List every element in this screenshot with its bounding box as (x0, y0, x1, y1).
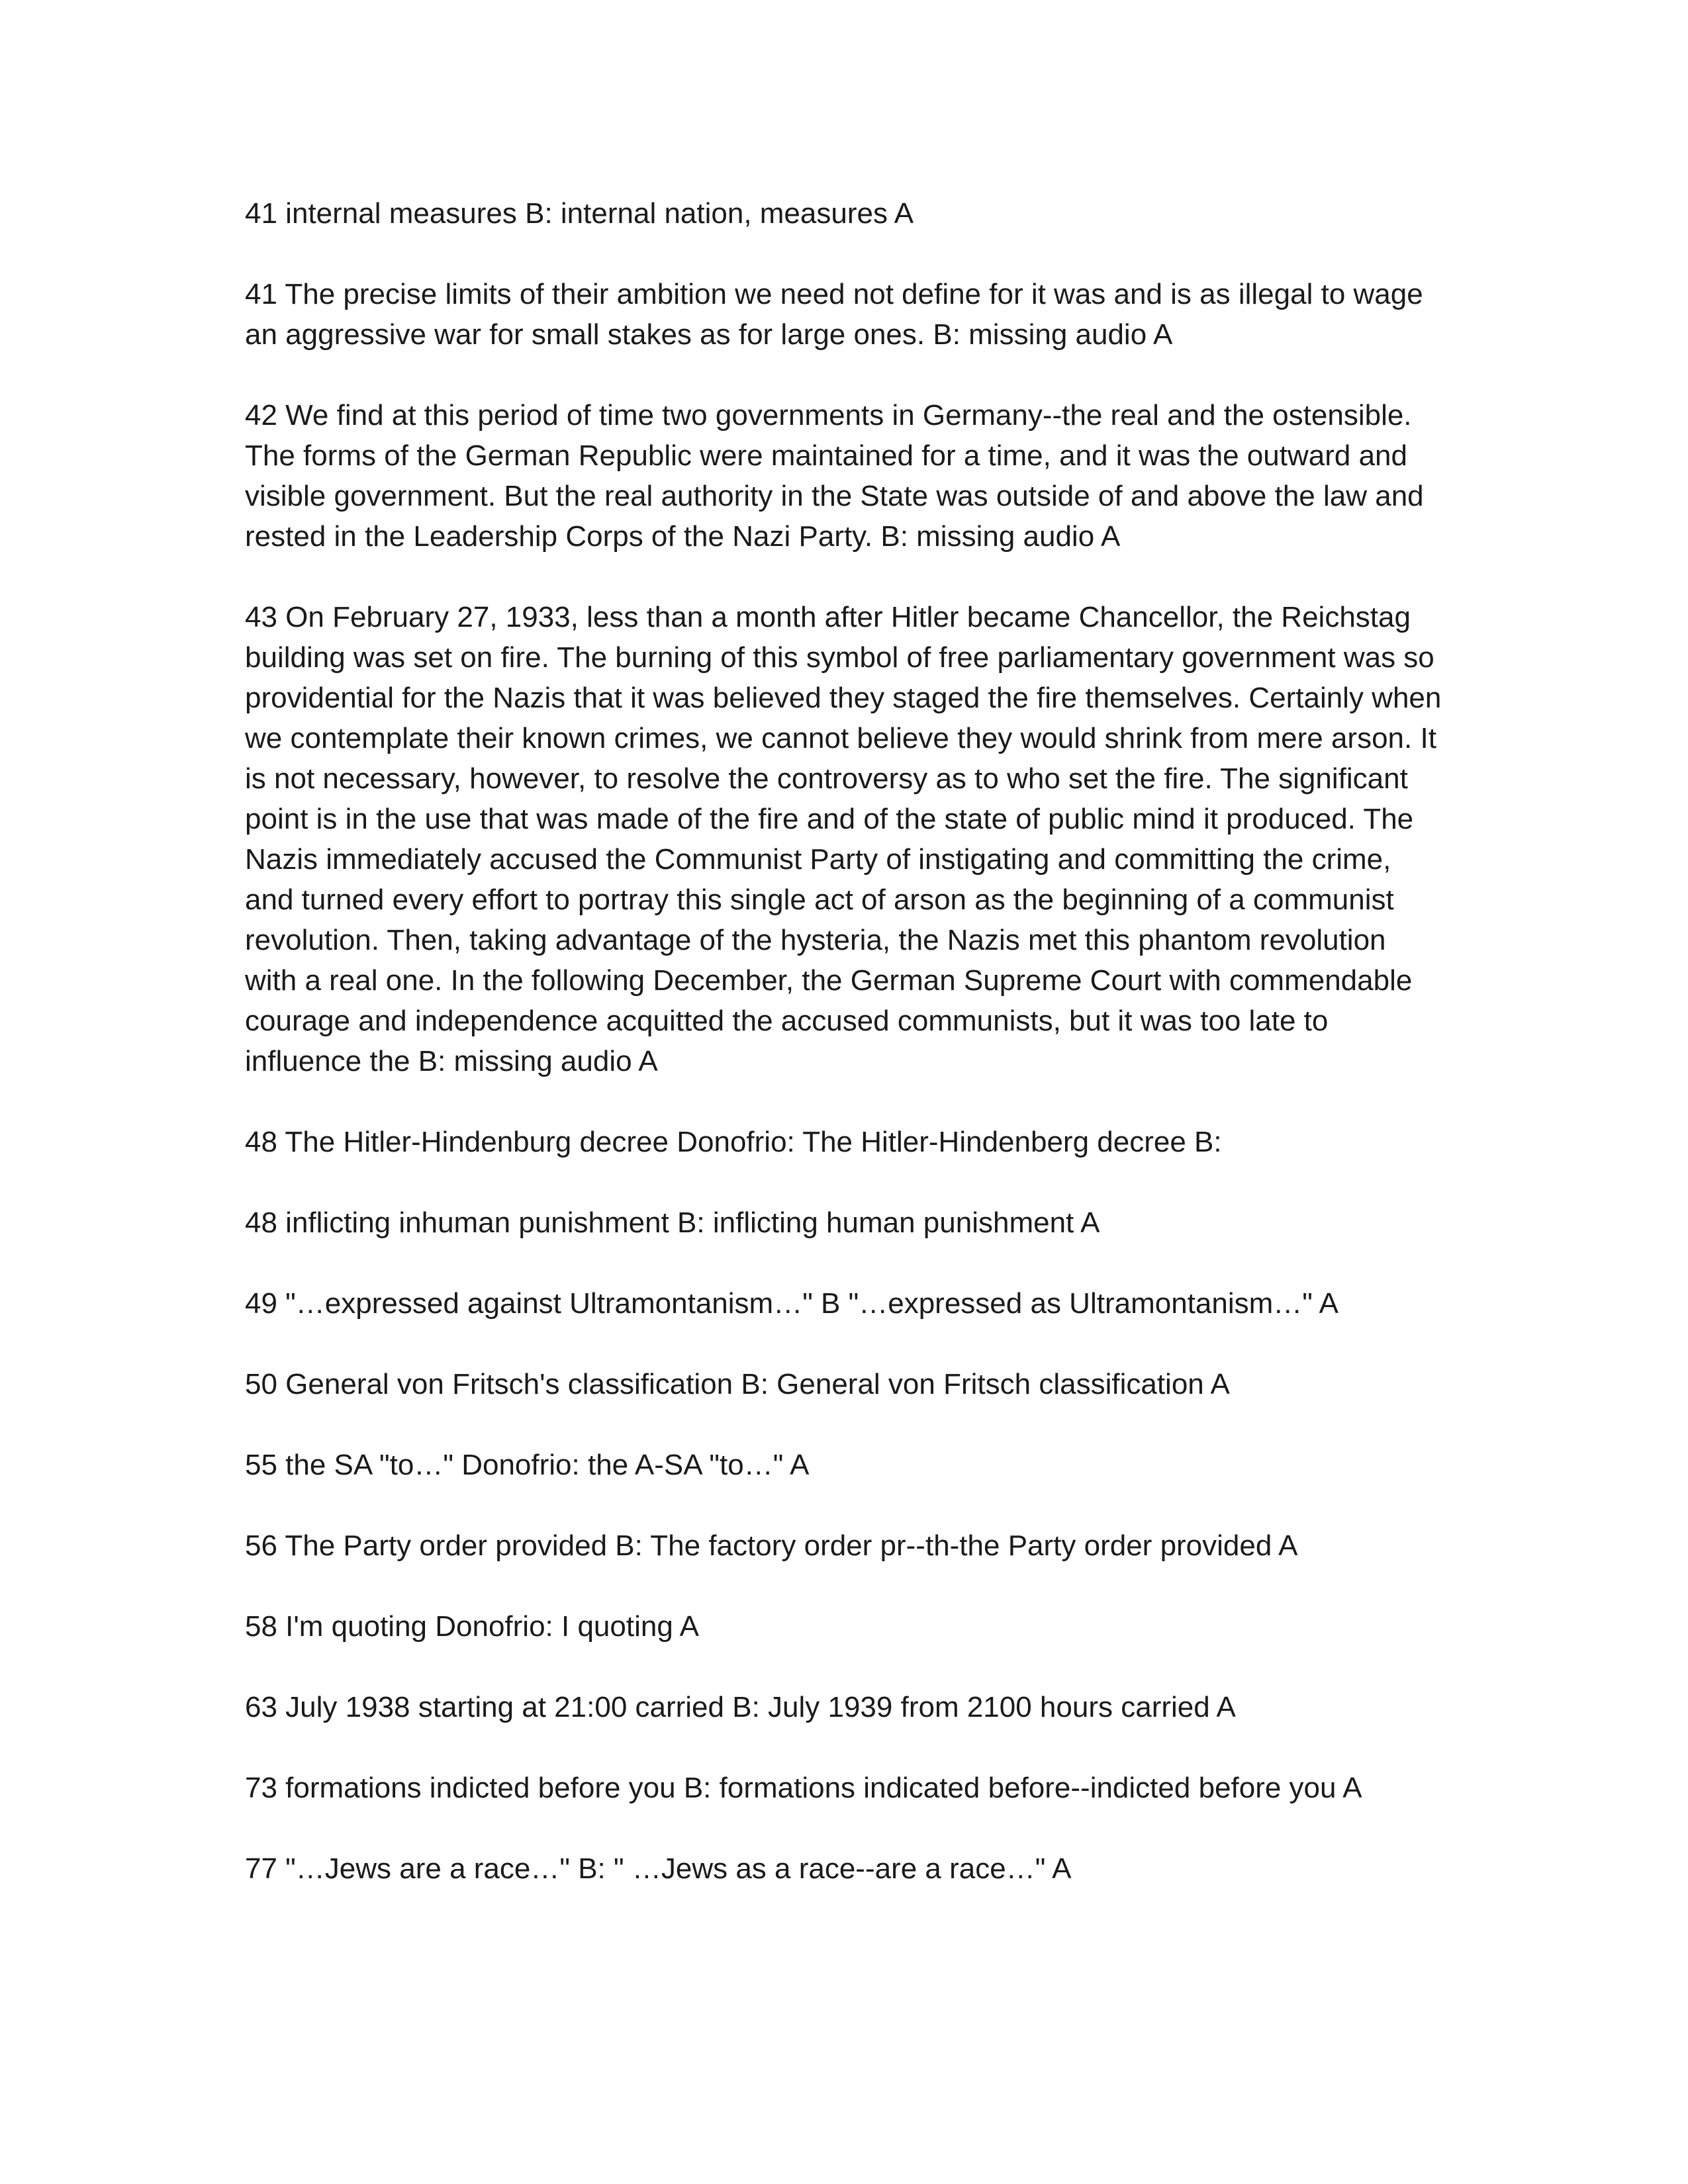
transcript-entry-73: 73 formations indicted before you B: formations indicated before--indicted before you A (245, 1772, 1362, 1804)
transcript-entry-43: 43 On February 27, 1933, less than a month after Hitler became Chancellor, the Reichstag building was set on fire. The burning of this symbol of free parliamentary government was so providential for the Nazis that it was believed they staged the fire themselves. Certainly when we contemplate their known crimes, we cannot believe they would shrink from mere arson. It is not necessary, however, to resolve the controversy as to who set the fire. The significant point is in the use that was made of the fire and of the state of public mind it produced. The Nazis immediately accused the Communist Party of instigating and committing the crime, and turned every effort to portray this single act of arson as the beginning of a communist revolution. Then, taking advantage of the hysteria, the Nazis met this phantom revolution with a real one. In the following December, the German Supreme Court with commendable courage and independence acquitted the accused communists, but it was too late to influence the B: missing audio A (245, 601, 1442, 1077)
document-body (245, 193, 1443, 1929)
transcript-entry-55: 55 the SA "to…" Donofrio: the A-SA "to…" A (245, 1449, 810, 1481)
transcript-entry-48a: 48 The Hitler-Hindenburg decree Donofrio: The Hitler-Hindenberg decree B: (245, 1126, 1222, 1158)
transcript-entry-56: 56 The Party order provided B: The factory order pr--th-the Party order provided A (245, 1529, 1298, 1562)
transcript-entry-77: 77 "…Jews are a race…" B: " …Jews as a race--are a race…" A (245, 1852, 1072, 1885)
transcript-entry-41b: 41 The precise limits of their ambition we need not define for it was and is as illegal to wage an aggressive war for small stakes as for large ones. B: missing audio A (245, 278, 1423, 351)
transcript-entry-63: 63 July 1938 starting at 21:00 carried B: July 1939 from 2100 hours carried A (245, 1691, 1236, 1723)
transcript-entry-41a: 41 internal measures B: internal nation, measures A (245, 197, 914, 230)
transcript-entry-49: 49 "…expressed against Ultramontanism…" B "…expressed as Ultramontanism…" A (245, 1287, 1339, 1320)
transcript-entry-48b: 48 inflicting inhuman punishment B: inflicting human punishment A (245, 1206, 1100, 1239)
transcript-entry-50: 50 General von Fritsch's classification B: General von Fritsch classification A (245, 1368, 1230, 1400)
transcript-entry-58: 58 I'm quoting Donofrio: I quoting A (245, 1610, 699, 1643)
transcript-entry-42: 42 We find at this period of time two governments in Germany--the real and the ostensible. The forms of the German Republic were maintained for a time, and it was the outward and visible government. But the real authority in the State was outside of and above the law and rested in the Leadership Corps of the Nazi Party. B: missing audio A (245, 399, 1424, 553)
